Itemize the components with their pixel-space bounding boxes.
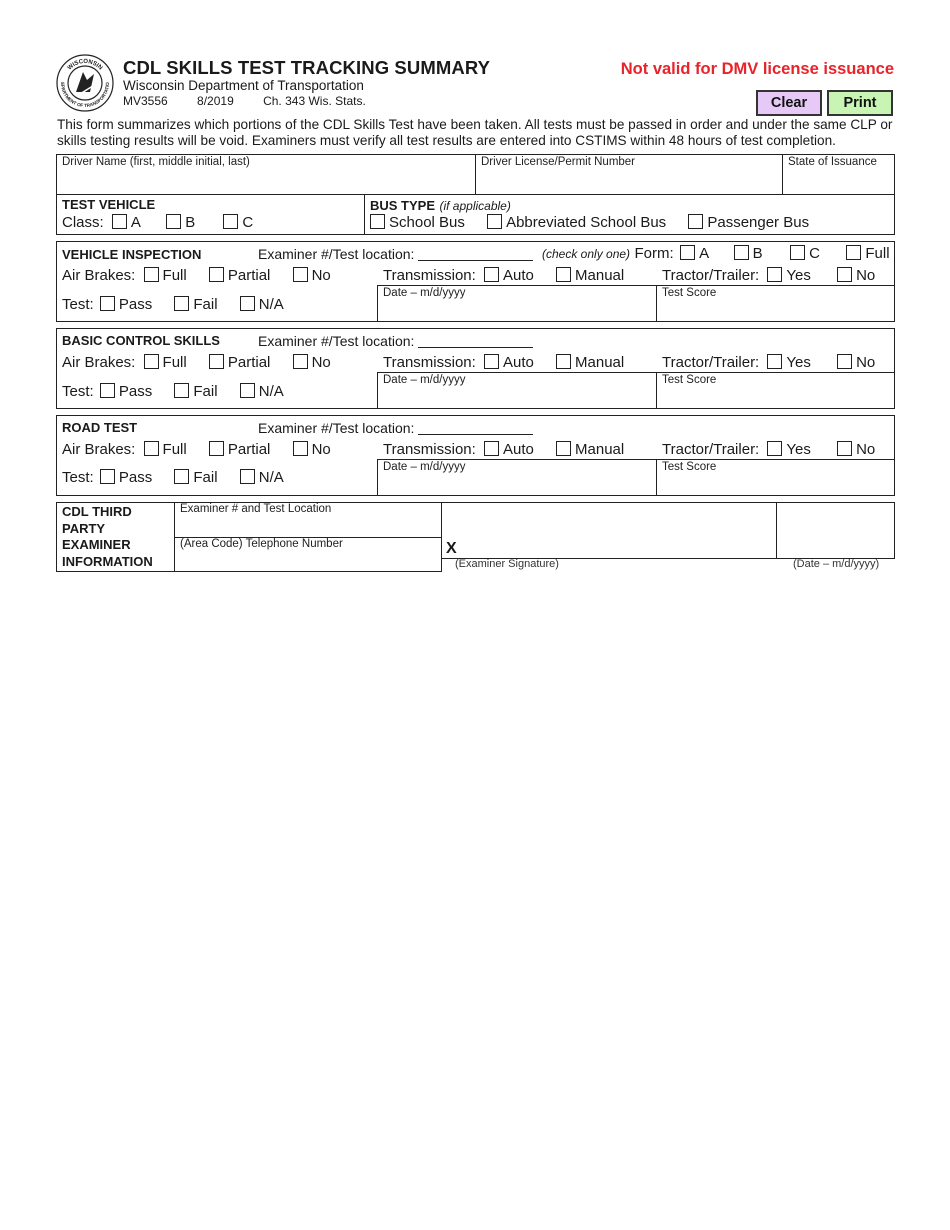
- license-number-label: Driver License/Permit Number: [481, 156, 636, 168]
- abbreviated-school-bus-label: Abbreviated School Bus: [506, 214, 667, 231]
- class-c-checkbox[interactable]: [223, 214, 238, 229]
- signature-date-label: (Date – m/d/yyyy): [793, 558, 880, 570]
- state-of-issuance-field[interactable]: [785, 169, 891, 192]
- date-field[interactable]: [379, 387, 654, 407]
- date-label: Date – m/d/yyyy: [383, 461, 466, 473]
- transmission-auto-checkbox[interactable]: [484, 267, 499, 282]
- svg-text:WISCONSIN: WISCONSIN: [66, 58, 104, 72]
- tractor-yes-checkbox[interactable]: [767, 441, 782, 456]
- test-pass-label: Pass: [118, 469, 153, 486]
- examiner-signature-label: (Examiner Signature): [455, 558, 559, 570]
- transmission-manual-checkbox[interactable]: [556, 441, 571, 456]
- examiner-location-field[interactable]: [418, 423, 533, 435]
- test-na-checkbox[interactable]: [240, 469, 255, 484]
- form-c-label: C: [809, 245, 820, 262]
- air-brakes-full-label: Full: [162, 441, 187, 458]
- telephone-label: (Area Code) Telephone Number: [180, 538, 343, 550]
- air-brakes-partial-checkbox[interactable]: [209, 354, 224, 369]
- transmission-auto-label: Auto: [502, 267, 534, 284]
- class-a-label: A: [130, 214, 141, 231]
- tractor-yes-label: Yes: [786, 354, 811, 371]
- passenger-bus-label: Passenger Bus: [707, 214, 810, 231]
- air-brakes-partial-checkbox[interactable]: [209, 441, 224, 456]
- test-label: Test:: [62, 469, 94, 486]
- signature-date-field[interactable]: [778, 504, 892, 556]
- date-field[interactable]: [379, 300, 654, 320]
- test-result-row: [62, 383, 284, 400]
- abbreviated-school-bus-checkbox[interactable]: [487, 214, 502, 229]
- heading-line: PARTY: [62, 520, 106, 536]
- test-score-field[interactable]: [658, 300, 892, 320]
- transmission-auto-checkbox[interactable]: [484, 441, 499, 456]
- test-label: Test:: [62, 383, 94, 400]
- air-brakes-no-label: No: [311, 267, 331, 284]
- passenger-bus-checkbox[interactable]: [688, 214, 703, 229]
- test-fail-label: Fail: [193, 383, 218, 400]
- third-party-heading: [62, 504, 153, 570]
- class-row: [62, 214, 253, 231]
- air-brakes-partial-checkbox[interactable]: [209, 267, 224, 282]
- transmission-label: Transmission:: [383, 267, 476, 284]
- statute-reference: Ch. 343 Wis. Stats.: [263, 94, 366, 108]
- tractor-trailer-label: Tractor/Trailer:: [662, 267, 760, 284]
- intro-paragraph: This form summarizes which portions of the CDL Skills Test have been taken. All tests must be passed in order and under the same CLP or skills testing results will be void. Examiners must verify all test results are entered into CSTIMS within 48 hours of test completion.: [57, 117, 893, 148]
- section-heading: BASIC CONTROL SKILLS: [62, 333, 220, 348]
- examiner-location-label: Examiner #/Test location:: [258, 420, 415, 436]
- form-title: CDL SKILLS TEST TRACKING SUMMARY: [123, 57, 491, 78]
- form-b-label: B: [752, 245, 763, 262]
- date-label: Date – m/d/yyyy: [383, 287, 466, 299]
- air-brakes-row: [62, 267, 331, 284]
- examiner-signature-field[interactable]: [461, 504, 773, 556]
- transmission-manual-checkbox[interactable]: [556, 267, 571, 282]
- test-na-label: N/A: [258, 469, 284, 486]
- class-c-label: C: [242, 214, 254, 231]
- section-heading: ROAD TEST: [62, 420, 138, 435]
- air-brakes-row: [62, 441, 331, 458]
- tractor-no-checkbox[interactable]: [837, 441, 852, 456]
- tractor-trailer-label: Tractor/Trailer:: [662, 441, 760, 458]
- form-type-row: [542, 245, 890, 263]
- form-a-label: A: [699, 245, 710, 262]
- print-button[interactable]: Print: [827, 90, 893, 116]
- school-bus-label: School Bus: [389, 214, 465, 231]
- test-fail-checkbox[interactable]: [174, 296, 189, 311]
- tractor-no-label: No: [856, 267, 876, 284]
- air-brakes-partial-label: Partial: [227, 441, 271, 458]
- test-na-checkbox[interactable]: [240, 296, 255, 311]
- air-brakes-label: Air Brakes:: [62, 354, 136, 371]
- heading-line: INFORMATION: [62, 553, 153, 569]
- transmission-manual-label: Manual: [575, 441, 625, 458]
- transmission-manual-label: Manual: [575, 354, 625, 371]
- air-brakes-full-checkbox[interactable]: [144, 267, 159, 282]
- test-fail-label: Fail: [193, 469, 218, 486]
- tractor-yes-label: Yes: [786, 441, 811, 458]
- third-party-examiner-section: [56, 502, 895, 574]
- test-pass-checkbox[interactable]: [100, 383, 115, 398]
- tractor-no-checkbox[interactable]: [837, 267, 852, 282]
- test-vehicle-heading: TEST VEHICLE: [62, 197, 156, 212]
- test-fail-checkbox[interactable]: [174, 469, 189, 484]
- tractor-yes-label: Yes: [786, 267, 811, 284]
- wisconsin-dot-seal-logo: [56, 54, 114, 112]
- test-na-label: N/A: [258, 383, 284, 400]
- examiner-location-field[interactable]: [418, 336, 533, 348]
- air-brakes-row: [62, 354, 331, 371]
- telephone-field[interactable]: [176, 551, 440, 570]
- clear-button[interactable]: Clear: [756, 90, 822, 116]
- tractor-trailer-row: [662, 267, 875, 284]
- tractor-yes-checkbox[interactable]: [767, 267, 782, 282]
- air-brakes-partial-label: Partial: [227, 354, 271, 371]
- test-label: Test:: [62, 296, 94, 313]
- form-number: MV3556: [123, 94, 168, 108]
- transmission-auto-label: Auto: [502, 354, 534, 371]
- air-brakes-no-checkbox[interactable]: [293, 267, 308, 282]
- air-brakes-partial-label: Partial: [227, 267, 271, 284]
- class-label: Class:: [62, 214, 104, 231]
- not-valid-warning: Not valid for DMV license issuance: [620, 60, 894, 78]
- class-a-checkbox[interactable]: [112, 214, 127, 229]
- form-b-checkbox[interactable]: [734, 245, 749, 260]
- examiner-location-label: Examiner #/Test location:: [258, 246, 415, 262]
- test-na-checkbox[interactable]: [240, 383, 255, 398]
- department-name: Wisconsin Department of Transportation: [123, 78, 364, 93]
- form-c-checkbox[interactable]: [790, 245, 805, 260]
- test-fail-checkbox[interactable]: [174, 383, 189, 398]
- test-fail-label: Fail: [193, 296, 218, 313]
- license-number-field[interactable]: [478, 169, 778, 192]
- air-brakes-label: Air Brakes:: [62, 441, 136, 458]
- school-bus-checkbox[interactable]: [370, 214, 385, 229]
- test-pass-label: Pass: [118, 383, 153, 400]
- test-pass-label: Pass: [118, 296, 153, 313]
- transmission-row: [383, 267, 624, 284]
- tractor-no-label: No: [856, 354, 876, 371]
- form-full-checkbox[interactable]: [846, 245, 861, 260]
- transmission-label: Transmission:: [383, 441, 476, 458]
- class-b-checkbox[interactable]: [166, 214, 181, 229]
- examiner-location-label: Examiner #/Test location:: [258, 333, 415, 349]
- test-score-label: Test Score: [662, 287, 717, 299]
- section-heading: VEHICLE INSPECTION: [62, 247, 202, 262]
- tractor-no-checkbox[interactable]: [837, 354, 852, 369]
- tractor-trailer-row: [662, 441, 875, 458]
- examiner-location-row: [258, 333, 533, 349]
- driver-name-field[interactable]: [59, 169, 471, 192]
- examiner-and-location-field[interactable]: [176, 516, 440, 535]
- air-brakes-no-label: No: [311, 441, 331, 458]
- tractor-yes-checkbox[interactable]: [767, 354, 782, 369]
- air-brakes-no-checkbox[interactable]: [293, 441, 308, 456]
- state-of-issuance-label: State of Issuance: [788, 156, 877, 168]
- form-meta: [123, 94, 392, 108]
- bus-type-heading: [370, 197, 511, 215]
- tractor-trailer-row: [662, 354, 875, 371]
- air-brakes-no-checkbox[interactable]: [293, 354, 308, 369]
- air-brakes-label: Air Brakes:: [62, 267, 136, 284]
- test-result-row: [62, 296, 284, 313]
- examiner-location-row: [258, 420, 533, 436]
- transmission-auto-label: Auto: [502, 441, 534, 458]
- date-field[interactable]: [379, 474, 654, 494]
- road-test-section: [56, 415, 895, 496]
- form-date: 8/2019: [197, 94, 234, 108]
- air-brakes-full-checkbox[interactable]: [144, 354, 159, 369]
- examiner-and-location-label: Examiner # and Test Location: [180, 503, 332, 515]
- check-only-one-note: (check only one): [542, 247, 631, 261]
- signature-x-mark: X: [446, 540, 457, 557]
- date-label: Date – m/d/yyyy: [383, 374, 466, 386]
- air-brakes-no-label: No: [311, 354, 331, 371]
- driver-vehicle-box: [56, 154, 895, 235]
- form-label: Form:: [634, 245, 674, 262]
- basic-control-skills-section: [56, 328, 895, 409]
- form-full-label: Full: [865, 245, 890, 262]
- tractor-trailer-label: Tractor/Trailer:: [662, 354, 760, 371]
- test-score-field[interactable]: [658, 474, 892, 494]
- air-brakes-full-checkbox[interactable]: [144, 441, 159, 456]
- tractor-no-label: No: [856, 441, 876, 458]
- class-b-label: B: [185, 214, 196, 231]
- transmission-manual-checkbox[interactable]: [556, 354, 571, 369]
- form-a-checkbox[interactable]: [680, 245, 695, 260]
- transmission-manual-label: Manual: [575, 267, 625, 284]
- vehicle-inspection-section: [56, 241, 895, 322]
- air-brakes-full-label: Full: [162, 354, 187, 371]
- test-result-row: [62, 469, 284, 486]
- test-score-label: Test Score: [662, 461, 717, 473]
- transmission-label: Transmission:: [383, 354, 476, 371]
- test-pass-checkbox[interactable]: [100, 296, 115, 311]
- transmission-auto-checkbox[interactable]: [484, 354, 499, 369]
- driver-name-label: Driver Name (first, middle initial, last): [62, 156, 250, 168]
- bus-type-title: BUS TYPE: [370, 198, 436, 213]
- bus-type-note: (if applicable): [439, 199, 511, 213]
- air-brakes-full-label: Full: [162, 267, 187, 284]
- test-score-label: Test Score: [662, 374, 717, 386]
- heading-line: CDL THIRD: [62, 504, 132, 519]
- svg-text:DEPARTMENT OF TRANSPORTATION: EPARTMENT OF TRANSPORTATIO: [59, 82, 111, 109]
- test-pass-checkbox[interactable]: [100, 469, 115, 484]
- test-na-label: N/A: [258, 296, 284, 313]
- bus-type-row: [370, 214, 809, 231]
- transmission-row: [383, 441, 624, 458]
- heading-line: EXAMINER: [62, 537, 131, 552]
- examiner-location-field[interactable]: [418, 249, 533, 261]
- test-score-field[interactable]: [658, 387, 892, 407]
- transmission-row: [383, 354, 624, 371]
- examiner-location-row: [258, 246, 533, 262]
